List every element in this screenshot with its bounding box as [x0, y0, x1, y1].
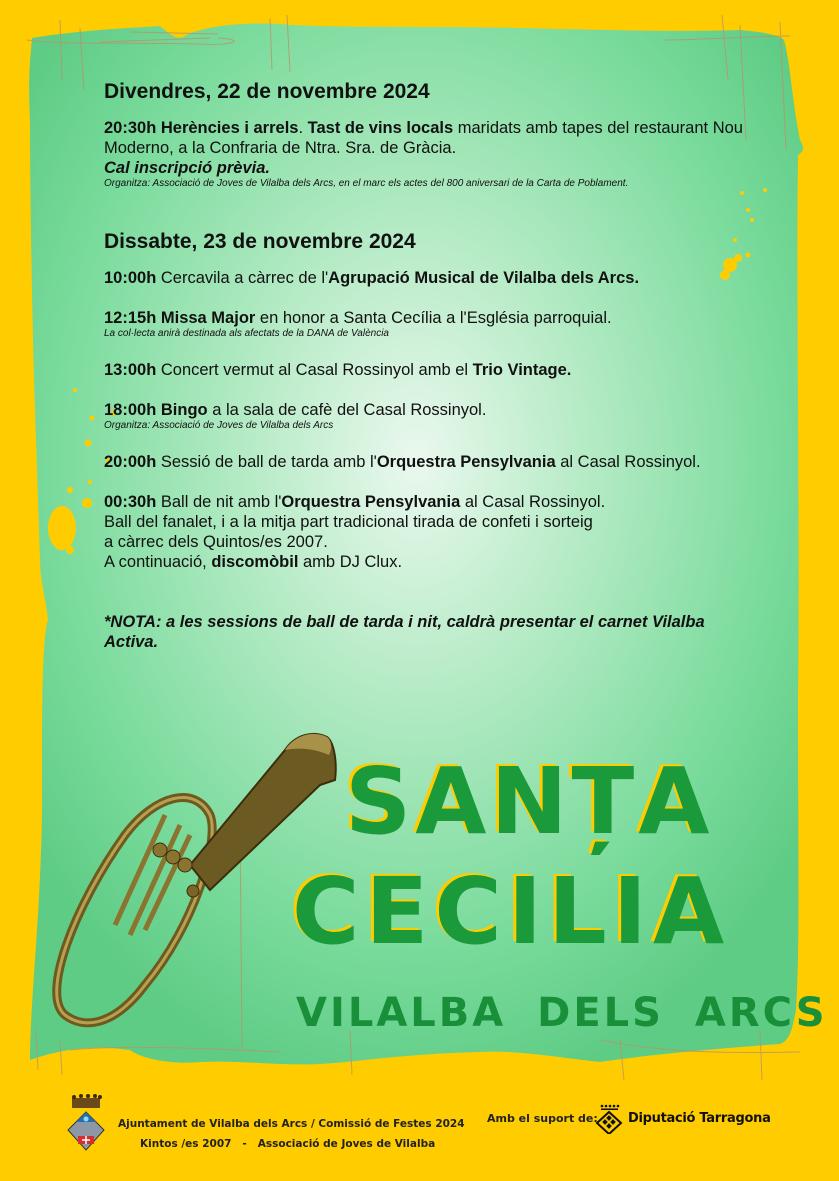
organizers-line2: Kintos /es 2007 - Associació de Joves de Vilalba — [140, 1138, 436, 1150]
event-description: maridats amb tapes del restaurant Nou Moderno, a la Confraria de Ntra. Sra. de Gràcia. — [104, 119, 743, 157]
saturday-section — [104, 230, 764, 652]
registration-note: Cal inscripció prèvia. — [104, 159, 270, 177]
title-vilalba-dels-arcs: VILALBA DELS ARCS — [296, 990, 828, 1036]
nota-carnet: *NOTA: a les sessions de ball de tarda i nit, caldrà presentar el carnet Vilalba Activa. — [104, 613, 705, 651]
program-content — [104, 80, 764, 652]
collection-note: La col·lecta anirà destinada als afectats de la DANA de València — [104, 328, 389, 339]
organizer-note: Organitza: Associació de Joves de Vilalba dels Arcs, en el marc els actes del 800 aniversari de la Carta de Poblament. — [104, 178, 629, 189]
diputacio-tarragona-logo-icon — [595, 1104, 623, 1134]
support-label: Amb el suport de: — [487, 1112, 598, 1125]
event-missa: 12:15h Missa Major en honor a Santa Cecília a l'Església parroquial. La col·lecta anirà destinada als afectats de la DANA de València — [104, 308, 764, 340]
organizer-note: Organitza: Associació de Joves de Vilalba dels Arcs — [104, 420, 334, 431]
organizers-credits — [118, 1118, 465, 1158]
saturday-date-heading: Dissabte, 23 de novembre 2024 — [104, 230, 416, 253]
event-title: 20:30h Herències i arrels — [104, 119, 299, 137]
event-cercavila: 10:00h Cercavila a càrrec de l'Agrupació Musical de Vilalba dels Arcs. — [104, 269, 640, 287]
event-ball-tarda: 20:00h Sessió de ball de tarda amb l'Orquestra Pensylvania al Casal Rossinyol. — [104, 453, 701, 471]
title-santa: SANȚA — [345, 748, 714, 855]
vilalba-coat-of-arms-icon — [66, 1092, 106, 1152]
friday-event: 20:30h Herències i arrels. Tast de vins locals maridats amb tapes del restaurant Nou Moderno, a la Confraria de Ntra. Sra. de Gràcia. Cal inscripció prèvia. Organitza: Associació de Joves de Vilalba dels Arcs, en el marc els actes del 800 aniversari de la Carta de Poblament. — [104, 118, 764, 190]
event-bingo: 18:00h Bingo a la sala de cafè del Casal Rossinyol. Organitza: Associació de Joves de Vilalba dels Arcs — [104, 400, 764, 432]
title-cecilia: CECILIA — [292, 858, 731, 965]
sponsor-name: Diputació Tarragona — [628, 1111, 771, 1126]
friday-date-heading: Divendres, 22 de novembre 2024 — [104, 80, 430, 103]
event-ball-nit: 00:30h Ball de nit amb l'Orquestra Pensylvania al Casal Rossinyol. Ball del fanalet, i a la mitja part tradicional tirada de confeti i sorteig a càrrec dels Quintos/es 2007. A continuació, discomòbil amb DJ Clux. — [104, 493, 606, 571]
event-concert: 13:00h Concert vermut al Casal Rossinyol amb el Trio Vintage. — [104, 361, 572, 379]
friday-section — [104, 80, 764, 190]
event-subtitle: Tast de vins locals — [307, 119, 454, 137]
organizers-line1: Ajuntament de Vilalba dels Arcs / Comissió de Festes 2024 — [118, 1118, 465, 1130]
